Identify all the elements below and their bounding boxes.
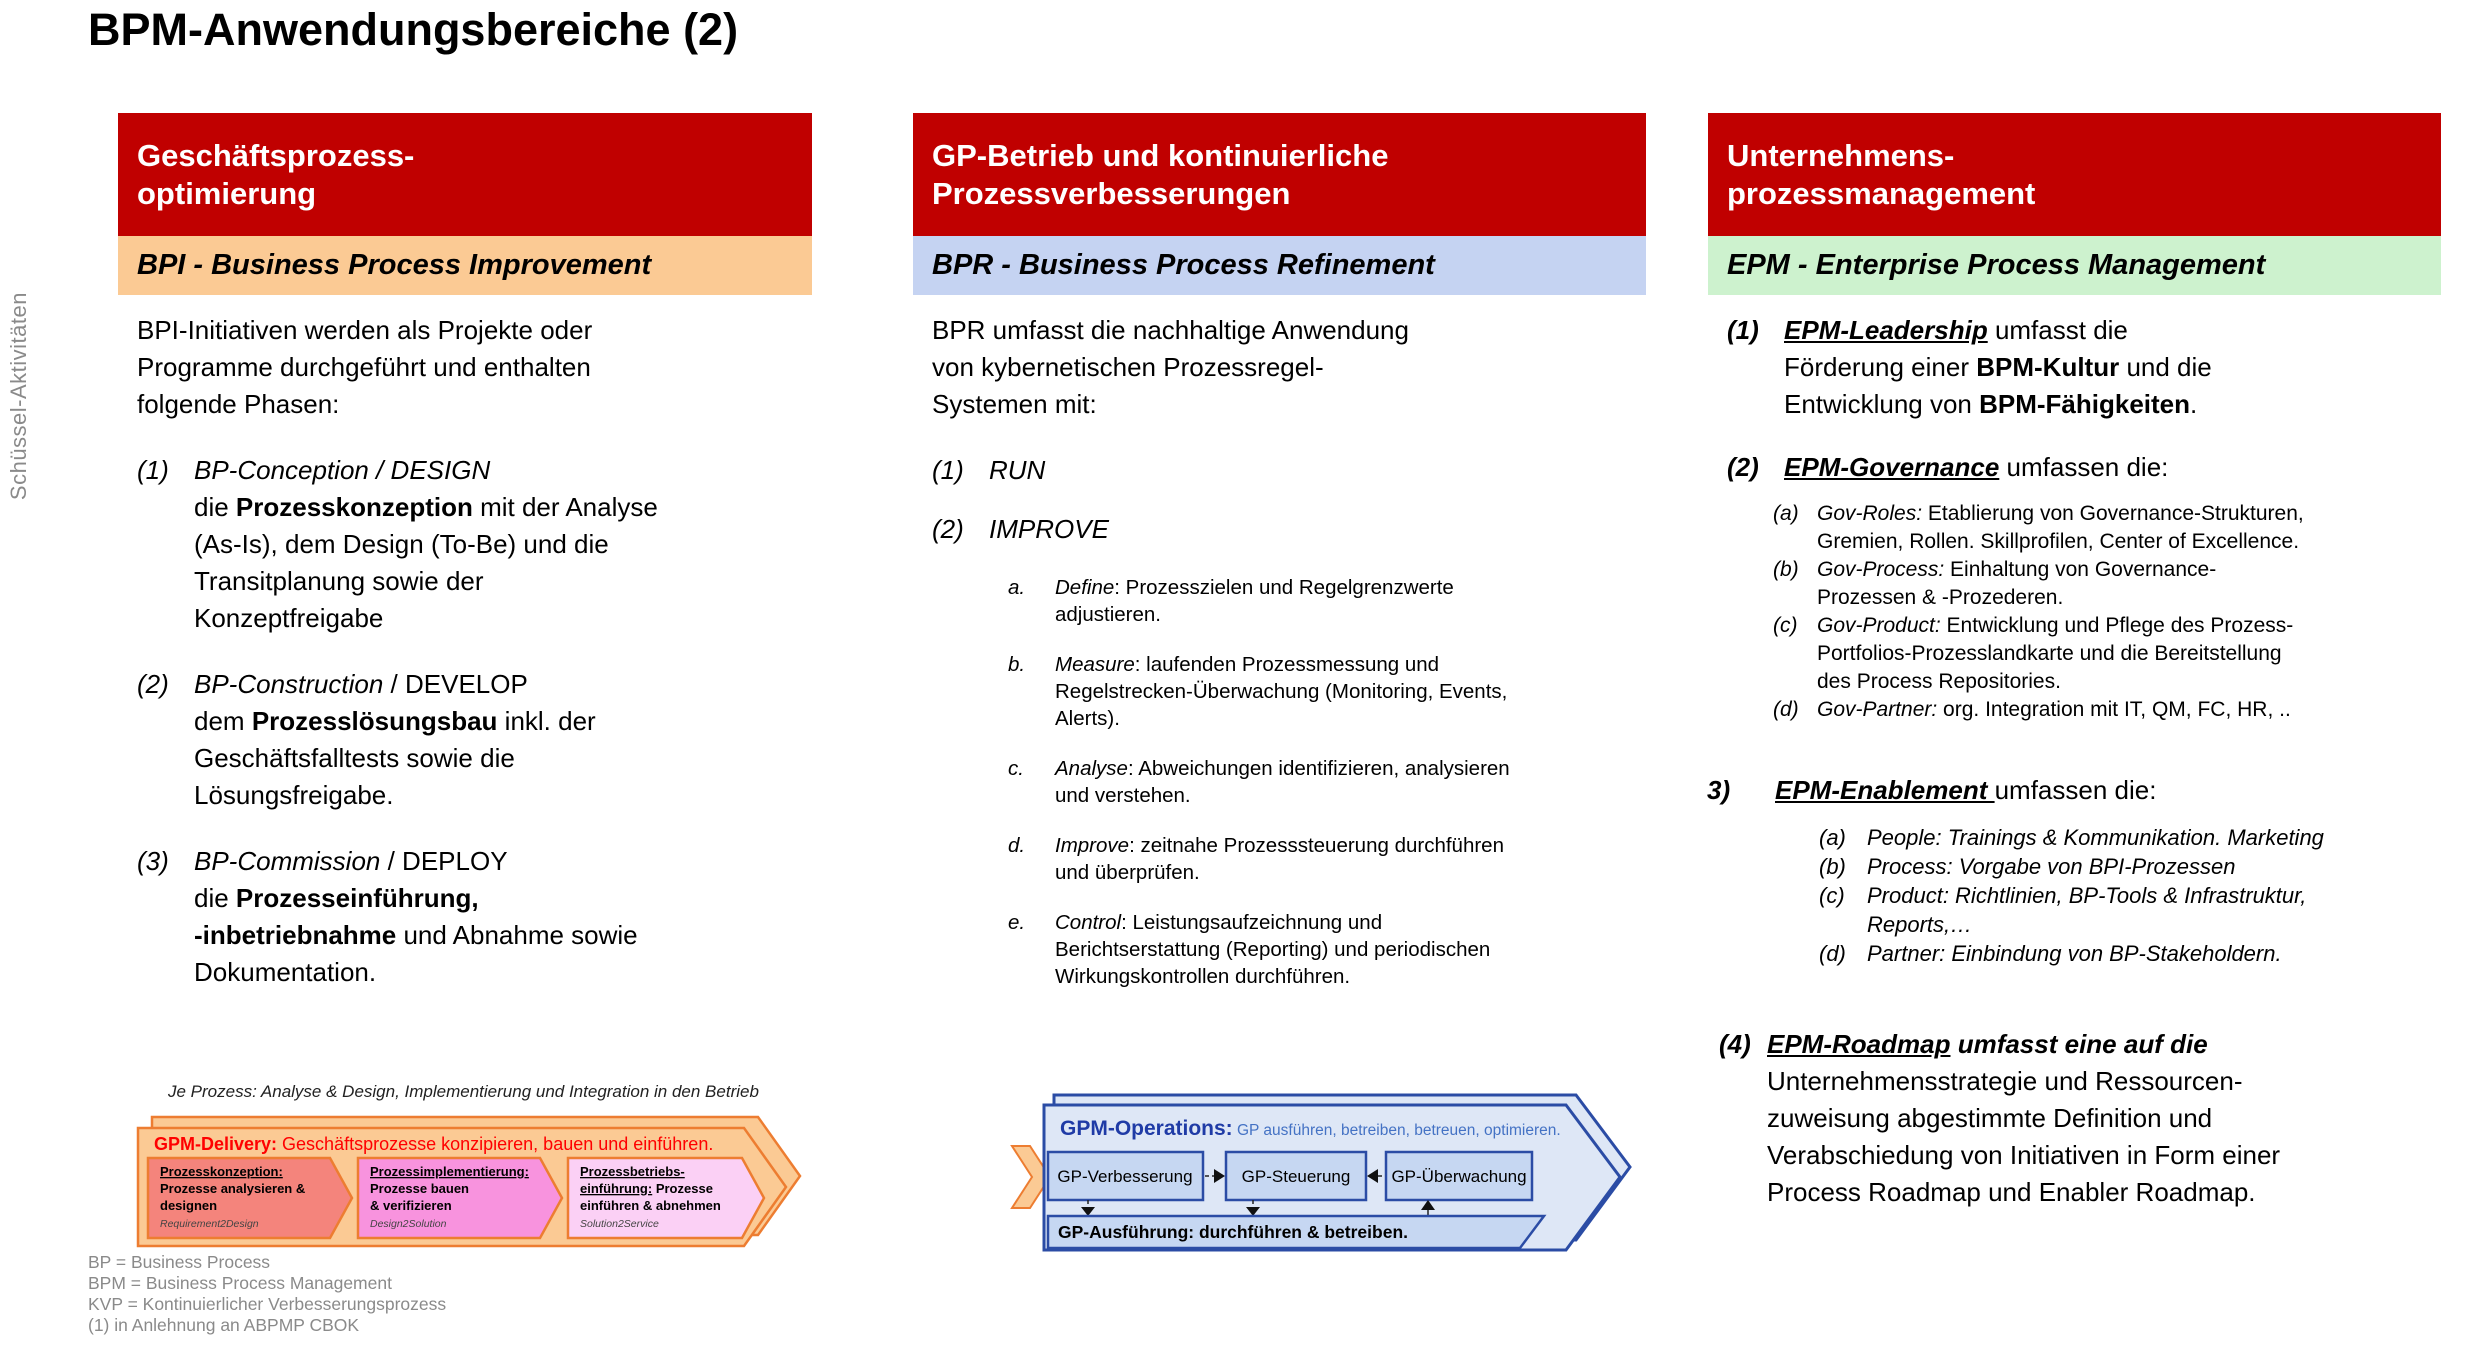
- column-epm: [1708, 113, 2441, 1211]
- text-seg: Einhaltung von Governance-: [1944, 558, 2217, 581]
- sub-marker: b.: [1008, 653, 1026, 676]
- text-seg-bold: Prozesskonzeption: [235, 492, 473, 522]
- title-italic: BP-Construction: [194, 669, 384, 699]
- text-seg: : Leistungsaufzeichnung und: [1121, 911, 1383, 934]
- col3-header: [1708, 113, 2441, 236]
- bpi-phase-2: [137, 666, 812, 814]
- col1-header: [118, 113, 812, 236]
- bpr-sub-measure: [1008, 651, 1646, 732]
- text-line: BPI-Initiativen werden als Projekte oder: [137, 315, 593, 345]
- box1-tag: Requirement2Design: [160, 1218, 259, 1230]
- box2-line3: & verifizieren: [370, 1198, 452, 1213]
- sub-term: Gov-Process:: [1817, 558, 1945, 581]
- title-italic: BP-Conception / DESIGN: [194, 455, 491, 485]
- text-line: Reports,…: [1867, 912, 1973, 937]
- text-line: Unternehmensstrategie und Ressourcen-: [1767, 1066, 2243, 1096]
- ops-box3-label: GP-Überwachung: [1391, 1167, 1527, 1186]
- ops-title-bold: GPM-Operations:: [1060, 1117, 1233, 1140]
- text-seg-bold: Prozesslösungsbau: [251, 706, 498, 736]
- text-line: von kybernetischen Prozessregel-: [932, 352, 1324, 382]
- ops-title-rest: GP ausführen, betreiben, betreuen, optimieren.: [1232, 1122, 1561, 1139]
- gov-process: [1773, 556, 2441, 612]
- epm-governance: [1727, 449, 2441, 486]
- text-line: [194, 489, 812, 526]
- text-line: [1055, 832, 1646, 859]
- text-seg: org. Integration mit IT, QM, FC, HR, ..: [1937, 698, 2291, 721]
- title-italic: BP-Commission: [194, 846, 381, 876]
- title-rest: umfassen die:: [1994, 775, 2157, 805]
- text-line: [1817, 612, 2441, 640]
- item-number: (1): [932, 455, 964, 485]
- footnote-line: KVP = Kontinuierlicher Verbesserungsprozess: [88, 1294, 447, 1314]
- box1-title: Prozesskonzeption:: [160, 1164, 283, 1179]
- item-title: RUN: [989, 455, 1046, 485]
- ops-box1-label: GP-Verbesserung: [1057, 1167, 1193, 1186]
- text-seg: : laufenden Prozessmessung und: [1134, 653, 1440, 676]
- box3-title-line2: [580, 1181, 713, 1196]
- item-title: IMPROVE: [989, 514, 1109, 544]
- gov-partner: [1773, 696, 2441, 724]
- footnotes: [88, 1252, 446, 1336]
- text-line: [194, 917, 812, 954]
- title-bold-italic: EPM-Enablement: [1775, 775, 1995, 805]
- text-line: Verabschiedung von Initiativen in Form einer: [1767, 1140, 2281, 1170]
- footnote-line: BPM = Business Process Management: [88, 1273, 392, 1293]
- bpr-item-run: [932, 452, 1646, 489]
- col3-subheader: [1708, 236, 2441, 295]
- side-label: Schüssel-Aktivitäten: [6, 292, 31, 501]
- gov-product: [1773, 612, 2441, 696]
- text-seg: inkl. der: [497, 706, 596, 736]
- ops-box2-label: GP-Steuerung: [1241, 1167, 1351, 1186]
- sub-marker: (d): [1819, 941, 1846, 966]
- box2-tag: Design2Solution: [370, 1218, 447, 1230]
- item-title: [1775, 772, 2441, 809]
- text-line: Systemen mit:: [932, 389, 1097, 419]
- item-number: (1): [137, 455, 169, 485]
- item-number: 3): [1707, 775, 1731, 805]
- sub-term: Gov-Partner:: [1817, 698, 1938, 721]
- enable-partner: [1819, 939, 2441, 968]
- item-title: [1784, 312, 2441, 349]
- box3-title-underlined: einführung:: [580, 1181, 653, 1196]
- col1-subheader: [118, 236, 812, 295]
- col2-subheader-text: BPR - Business Process Refinement: [932, 249, 1435, 281]
- text-line: [1784, 349, 2441, 386]
- footnote-line: BP = Business Process: [88, 1252, 271, 1272]
- bpr-intro: [932, 312, 1646, 423]
- delivery-title: [154, 1134, 713, 1154]
- text-seg: .: [2190, 389, 2198, 419]
- ops-bottom-label: GP-Ausführung: durchführen & betreiben.: [1058, 1222, 1408, 1242]
- bpr-sub-analyse: [1008, 755, 1646, 809]
- col1-header-line1: Geschäftsprozess-: [137, 137, 415, 173]
- text-line: Konzeptfreigabe: [194, 603, 384, 633]
- text-line: des Process Repositories.: [1817, 670, 2061, 693]
- delivery-title-bold: GPM-Delivery:: [154, 1134, 278, 1154]
- bpr-sub-control: [1008, 909, 1646, 990]
- item-title: [194, 666, 812, 703]
- text-line: Alerts).: [1055, 707, 1120, 730]
- text-line: [1817, 500, 2441, 528]
- sub-marker: d.: [1008, 834, 1026, 857]
- col3-header-line2: prozessmanagement: [1727, 175, 2036, 211]
- text-seg: Etablierung von Governance-Strukturen,: [1922, 502, 2304, 525]
- text-line: folgende Phasen:: [137, 389, 340, 419]
- box2-line2: Prozesse bauen: [370, 1181, 469, 1196]
- gpm-delivery-diagram: [130, 1075, 810, 1255]
- sub-marker: (b): [1773, 558, 1799, 581]
- sub-marker: (c): [1773, 614, 1798, 637]
- text-line: [1055, 651, 1646, 678]
- text-line: Gremien, Rollen. Skillprofilen, Center of Excellence.: [1817, 530, 2300, 553]
- text-seg: : Prozesszielen und Regelgrenzwerte: [1114, 576, 1454, 599]
- text-line: Lösungsfreigabe.: [194, 780, 394, 810]
- col2-header-line1: GP-Betrieb und kontinuierliche: [932, 137, 1389, 173]
- box3-line3: einführen & abnehmen: [580, 1198, 721, 1213]
- text-seg: Förderung einer: [1784, 352, 1977, 382]
- text-line: BPR umfasst die nachhaltige Anwendung: [932, 315, 1409, 345]
- title-rest: umfasst die: [1987, 315, 2128, 345]
- sub-term: Control: [1055, 911, 1122, 934]
- text-line: [1817, 696, 2441, 724]
- epm-governance-list: [1773, 500, 2441, 724]
- item-number: (2): [932, 514, 964, 544]
- column-bpr: [913, 113, 1646, 1013]
- bpr-item-improve: [932, 511, 1646, 548]
- bpi-phase-3: [137, 843, 812, 991]
- text-line: und verstehen.: [1055, 784, 1191, 807]
- sub-marker: c.: [1008, 757, 1024, 780]
- text-seg: die: [194, 883, 236, 913]
- text-seg: mit der Analyse: [472, 492, 658, 522]
- title-bold-italic: EPM-Governance: [1784, 452, 2000, 482]
- delivery-caption: Je Prozess: Analyse & Design, Implementierung und Integration in den Betrieb: [168, 1082, 759, 1101]
- bpi-phase-1: [137, 452, 812, 637]
- footnote-line: (1) in Anlehnung an ABPMP CBOK: [88, 1315, 360, 1335]
- text-line: adjustieren.: [1055, 603, 1161, 626]
- text-seg-bold: Prozesseinführung,: [235, 883, 479, 913]
- sub-term: Measure: [1055, 653, 1135, 676]
- col3-header-line1: Unternehmens-: [1727, 137, 1955, 173]
- col2-header: [913, 113, 1646, 236]
- sub-marker: (a): [1819, 825, 1846, 850]
- text-line: [1055, 755, 1646, 782]
- text-seg: dem: [194, 706, 252, 736]
- box1-line2: Prozesse analysieren &: [160, 1181, 306, 1196]
- text-seg-bold: BPM-Kultur: [1976, 352, 2120, 382]
- title-rest: umfassen die:: [1999, 452, 2169, 482]
- sub-marker: a.: [1008, 576, 1026, 599]
- epm-roadmap: [1719, 1026, 2441, 1211]
- bpi-intro: [137, 312, 812, 423]
- sub-marker: e.: [1008, 911, 1026, 934]
- sub-term: Define: [1055, 576, 1115, 599]
- box3-title-rest: Prozesse: [652, 1181, 713, 1196]
- text-line: Dokumentation.: [194, 957, 377, 987]
- item-title: [194, 452, 812, 489]
- column-bpi: [118, 113, 812, 1020]
- item-number: (4): [1719, 1029, 1751, 1059]
- col3-subheader-text: EPM - Enterprise Process Management: [1727, 249, 2266, 281]
- text-seg: und die: [2119, 352, 2212, 382]
- text-line: [1817, 556, 2441, 584]
- col2-subheader: [913, 236, 1646, 295]
- text-line: Partner: Einbindung von BP-Stakeholdern.: [1867, 941, 2282, 966]
- item-title: [194, 843, 812, 880]
- sub-term: Improve: [1055, 834, 1130, 857]
- bpr-sub-define: [1008, 574, 1646, 628]
- text-line: [194, 703, 812, 740]
- box2-title: Prozessimplementierung:: [370, 1164, 529, 1179]
- text-line: People: Trainings & Kommunikation. Marketing: [1867, 825, 2324, 850]
- enable-people: [1819, 823, 2441, 852]
- gov-roles: [1773, 500, 2441, 556]
- text-line: Wirkungskontrollen durchführen.: [1055, 965, 1351, 988]
- text-line: Process: Vorgabe von BPI-Prozessen: [1867, 854, 2236, 879]
- text-line: Transitplanung sowie der: [194, 566, 484, 596]
- text-line: Geschäftsfalltests sowie die: [194, 743, 515, 773]
- text-line: [194, 880, 812, 917]
- bpr-sublist: [1008, 574, 1646, 990]
- title-bold-italic: EPM-Roadmap: [1767, 1029, 1951, 1059]
- bpr-sub-improve: [1008, 832, 1646, 886]
- item-number: (1): [1727, 315, 1759, 345]
- title-bold-italic: EPM-Leadership: [1784, 315, 1988, 345]
- gpm-operations-diagram: [1008, 1088, 1648, 1258]
- text-line: Programme durchgeführt und enthalten: [137, 352, 591, 382]
- sub-marker: (a): [1773, 502, 1799, 525]
- box3-tag: Solution2Service: [580, 1218, 659, 1230]
- text-seg-bold: -inbetriebnahme: [194, 920, 397, 950]
- text-seg-bold: BPM-Fähigkeiten: [1979, 389, 2191, 419]
- page-title: BPM-Anwendungsbereiche (2): [88, 4, 739, 55]
- item-number: (2): [137, 669, 169, 699]
- text-line: Portfolios-Prozesslandkarte und die Bereitstellung: [1817, 642, 2282, 665]
- text-seg: : zeitnahe Prozesssteuerung durchführen: [1129, 834, 1504, 857]
- col2-header-line2: Prozessverbesserungen: [932, 175, 1291, 211]
- enable-product: [1819, 881, 2441, 939]
- text-seg: die: [194, 492, 236, 522]
- col1-body: [118, 295, 812, 991]
- sub-marker: (b): [1819, 854, 1846, 879]
- col1-subheader-text: BPI - Business Process Improvement: [137, 249, 652, 281]
- text-line: zuweisung abgestimmte Definition und: [1767, 1103, 2213, 1133]
- box3-title-line1: Prozessbetriebs-: [580, 1164, 685, 1179]
- epm-enablement: [1707, 772, 2441, 809]
- text-seg: Entwicklung von: [1784, 389, 1980, 419]
- title-rest: / DEPLOY: [380, 846, 508, 876]
- item-title: [1784, 449, 2441, 486]
- sub-marker: (c): [1819, 883, 1845, 908]
- sub-term: Gov-Product:: [1817, 614, 1941, 637]
- epm-enablement-list: [1819, 823, 2441, 968]
- col2-body: [913, 295, 1646, 990]
- text-line: Berichtserstattung (Reporting) und periodischen: [1055, 938, 1491, 961]
- text-line: (As-Is), dem Design (To-Be) und die: [194, 529, 609, 559]
- sub-term: Gov-Roles:: [1817, 502, 1923, 525]
- text-line: [1055, 909, 1646, 936]
- title-bold-italic-rest: umfasst eine auf die: [1950, 1029, 2208, 1059]
- text-seg: und Abnahme sowie: [396, 920, 638, 950]
- item-number: (3): [137, 846, 169, 876]
- text-line: und überprüfen.: [1055, 861, 1200, 884]
- sub-marker: (d): [1773, 698, 1799, 721]
- title-rest: / DEVELOP: [383, 669, 528, 699]
- text-line: Prozessen & -Prozederen.: [1817, 586, 2064, 609]
- epm-leadership: [1727, 312, 2441, 423]
- text-seg: : Abweichungen identifizieren, analysieren: [1127, 757, 1510, 780]
- enable-process: [1819, 852, 2441, 881]
- sub-term: Analyse: [1055, 757, 1128, 780]
- text-line: Process Roadmap und Enabler Roadmap.: [1767, 1177, 2256, 1207]
- box1-line3: designen: [160, 1198, 218, 1213]
- item-number: (2): [1727, 452, 1759, 482]
- col3-body: [1708, 295, 2441, 1211]
- item-title: [1767, 1026, 2441, 1063]
- text-line: [1784, 386, 2441, 423]
- text-line: Product: Richtlinien, BP-Tools & Infrastruktur,: [1867, 883, 2307, 908]
- delivery-title-rest: Geschäftsprozesse konzipieren, bauen und einführen.: [277, 1134, 714, 1154]
- col1-header-line2: optimierung: [137, 175, 317, 211]
- text-line: [1055, 574, 1646, 601]
- text-seg: Entwicklung und Pflege des Prozess-: [1940, 614, 2294, 637]
- text-line: Regelstrecken-Überwachung (Monitoring, Events,: [1055, 680, 1508, 703]
